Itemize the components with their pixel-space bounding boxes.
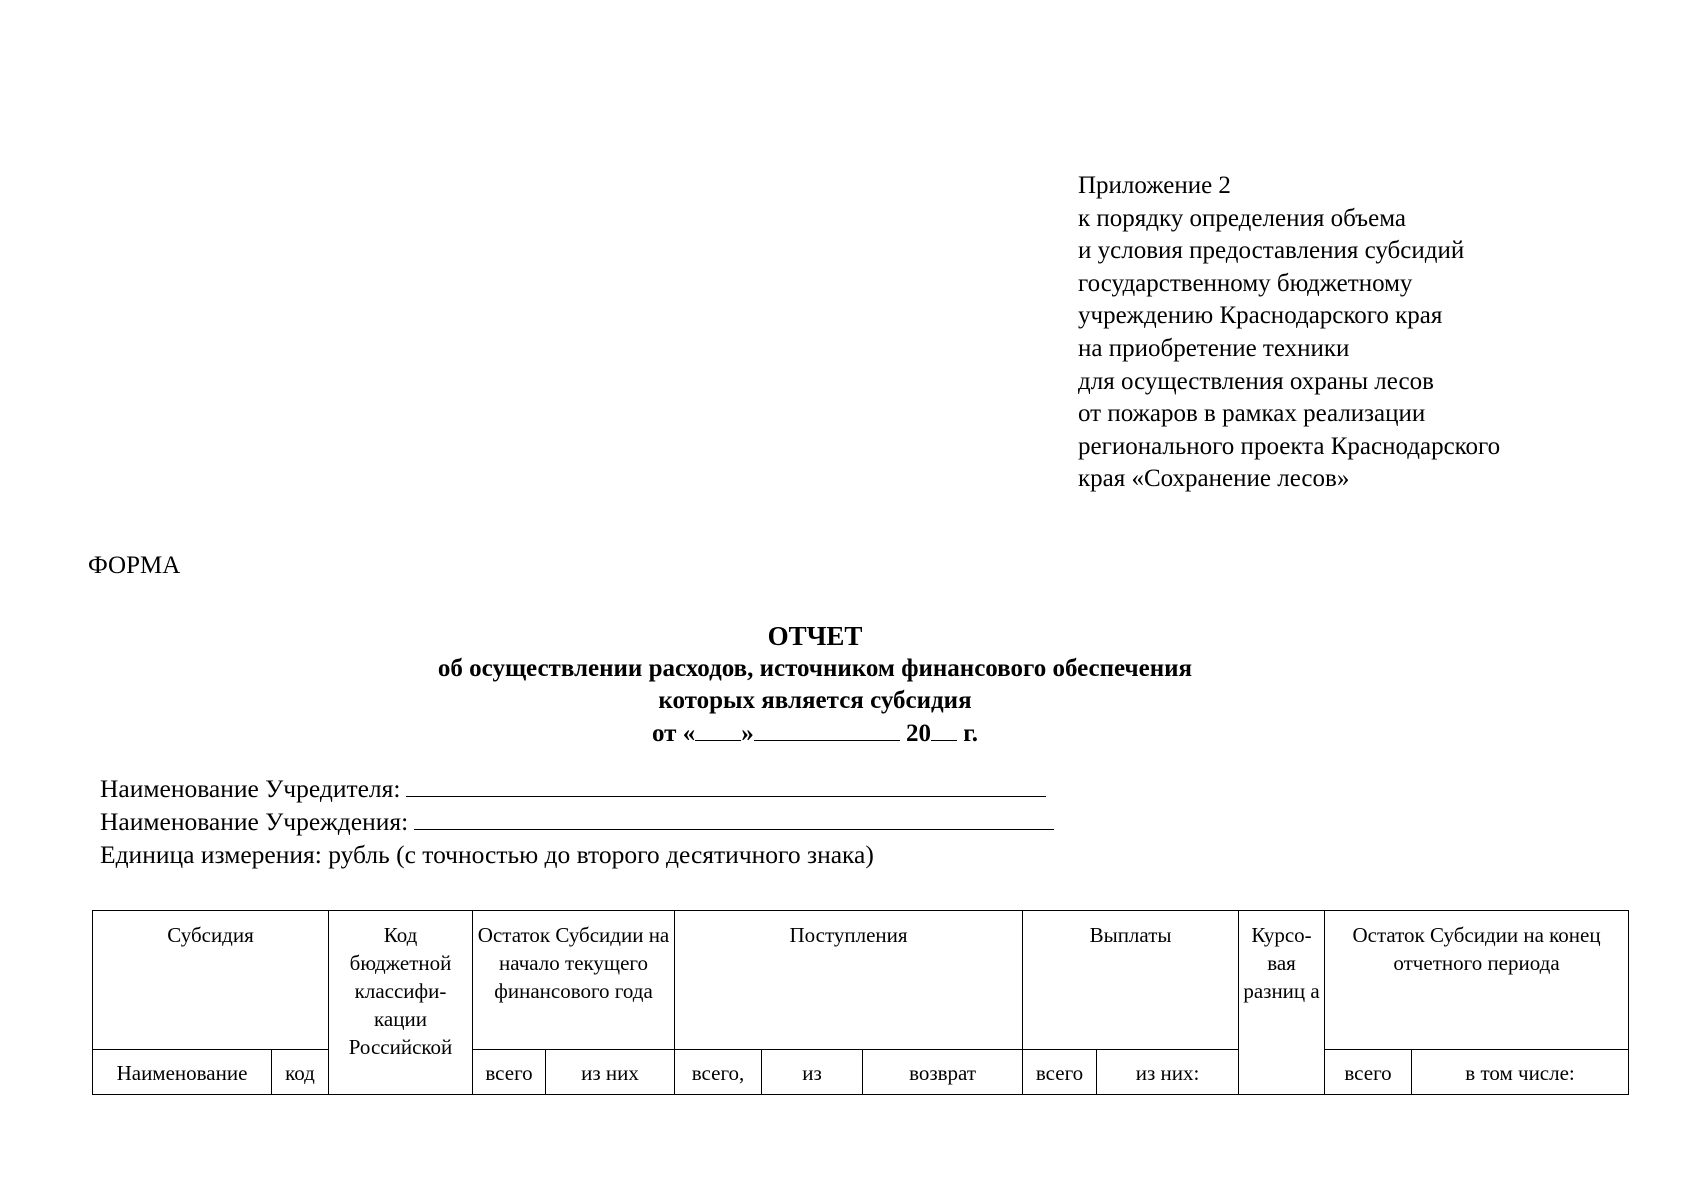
appendix-line: от пожаров в рамках реализации — [1078, 400, 1426, 428]
report-table — [92, 910, 1629, 1095]
year-blank[interactable] — [931, 718, 957, 741]
appendix-line: Приложение 2 — [1078, 172, 1231, 199]
date-year: 20 — [899, 719, 931, 747]
institution-label: Наименование Учреждения: — [100, 807, 409, 836]
report-title-line3: которых является субсидия — [658, 687, 972, 714]
header-receipts: Поступления — [675, 911, 1023, 1050]
header-exchange-diff: Курсо-вая разниц а — [1239, 911, 1325, 1095]
date-prefix: от « — [652, 719, 696, 747]
subheader-rc-of: из — [762, 1050, 863, 1095]
appendix-block — [1078, 170, 1678, 496]
appendix-line: края «Сохранение лесов» — [1078, 465, 1350, 493]
appendix-line: государственному бюджетному — [1078, 269, 1413, 297]
header-balance-end: Остаток Субсидии на конец отчетного периода — [1325, 911, 1629, 1050]
report-title-main: ОТЧЕТ — [767, 621, 863, 651]
appendix-line: для осуществления охраны лесов — [1078, 367, 1434, 395]
institution-row — [100, 805, 1054, 838]
appendix-line: учреждению Краснодарского края — [1078, 302, 1443, 330]
appendix-line: на приобретение техники — [1078, 334, 1350, 362]
subheader-be-including: в том числе: — [1412, 1050, 1629, 1095]
institution-blank[interactable] — [414, 805, 1054, 830]
report-title-line2: об осуществлении расходов, источником финансового обеспечения — [437, 654, 1193, 682]
subheader-rc-total: всего, — [675, 1050, 762, 1095]
report-date — [0, 718, 1630, 751]
unit-row: Единица измерения: рубль (с точностью до второго десятичного знака) — [100, 840, 874, 869]
month-blank[interactable] — [754, 718, 900, 741]
report-fields — [100, 772, 1054, 871]
founder-row — [100, 772, 1054, 805]
date-suffix: г. — [956, 719, 978, 747]
subheader-be-total: всего — [1325, 1050, 1412, 1095]
subheader-bs-total: всего — [473, 1050, 546, 1095]
subheader-pay-total: всего — [1023, 1050, 1097, 1095]
header-kbk: Код бюджетной классифи-кации Российской — [329, 911, 473, 1095]
subheader-rc-return: возврат — [863, 1050, 1023, 1095]
subheader-code: код — [272, 1050, 329, 1095]
founder-blank[interactable] — [406, 772, 1046, 797]
date-mid: » — [741, 719, 754, 747]
header-payments: Выплаты — [1023, 911, 1239, 1050]
appendix-line: к порядку определения объема — [1078, 204, 1406, 232]
header-balance-start: Остаток Субсидии на начало текущего финансового года — [473, 911, 675, 1050]
subheader-bs-of-them: из них — [546, 1050, 675, 1095]
header-subsidy: Субсидия — [93, 911, 329, 1050]
appendix-line: и условия предоставления субсидий — [1078, 237, 1465, 265]
appendix-line: регионального проекта Краснодарского — [1078, 432, 1501, 460]
day-blank[interactable] — [695, 718, 741, 741]
founder-label: Наименование Учредителя: — [100, 774, 401, 803]
subheader-name: Наименование — [93, 1050, 272, 1095]
form-label: ФОРМА — [88, 552, 181, 579]
subheader-pay-of-them: из них: — [1097, 1050, 1239, 1095]
report-title — [0, 620, 1630, 750]
